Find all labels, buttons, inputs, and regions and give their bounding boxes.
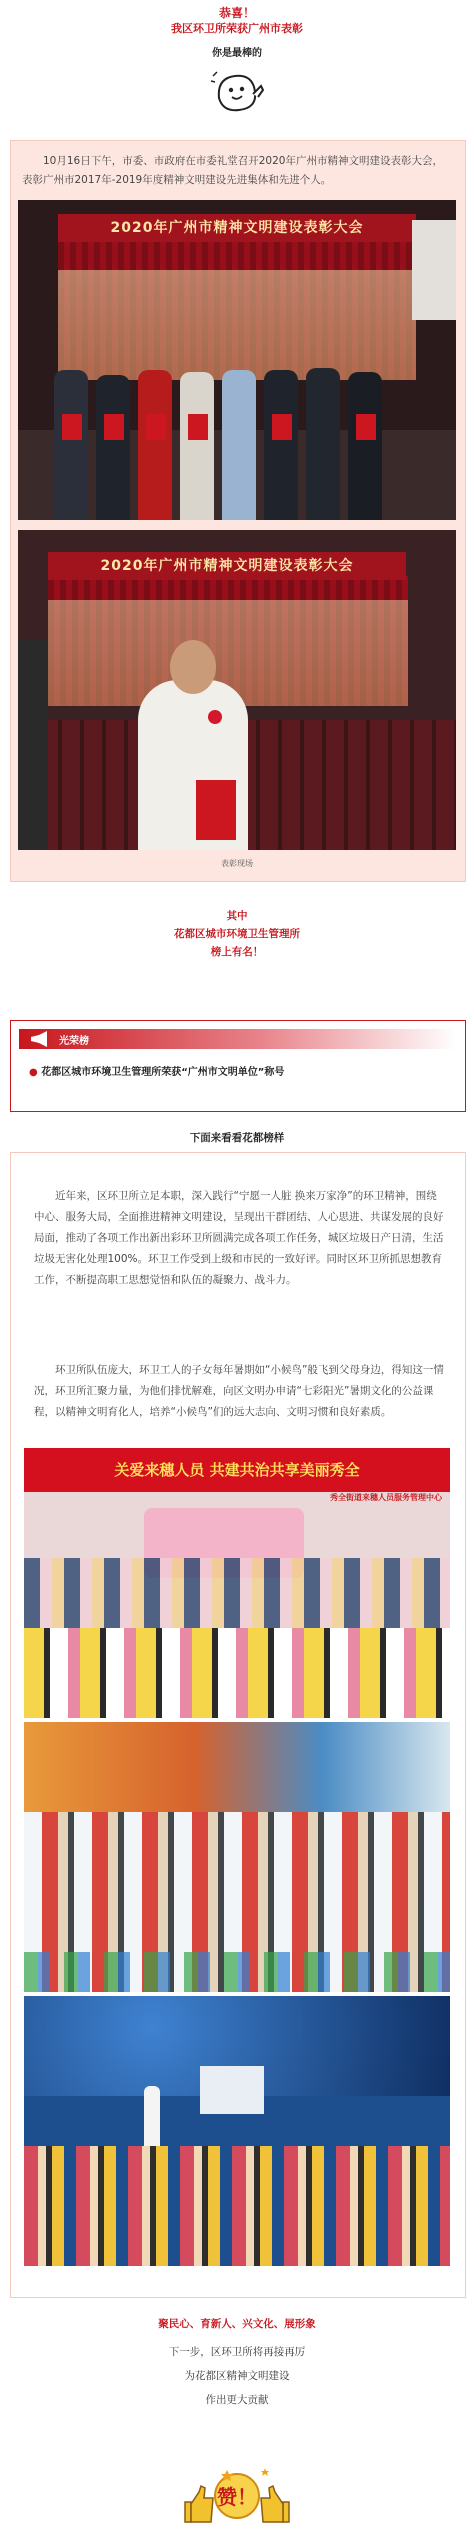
honor-board-header	[19, 1029, 457, 1049]
crowd-row-front	[24, 1628, 450, 1718]
attendee-figure	[348, 372, 382, 520]
children-activity-photo	[24, 1722, 450, 1992]
story-paragraph-1: 近年来，区环卫所立足本职，深入践行“宁愿一人脏 换来万家净”的环卫精神，围绕中心、服务大局，全面推进精神文明建设，呈现出干群团结、人心思进、共谋发展的良好局面，推动了各项工作出新出彩环卫所圆满完成各项工作任务，城区垃圾日产日清，生活垃圾无害化处理100%。环卫工作受到上级和市民的一致好评。同时区环卫所抓思想教育工作，不断提高职工思想觉悟和队伍的凝聚力、战斗力。	[34, 1190, 444, 1286]
attendee-figure	[96, 375, 130, 520]
megaphone-icon	[29, 1031, 51, 1047]
praise-badge-text: 赞！	[217, 2485, 257, 2509]
students-group	[24, 2146, 450, 2266]
attendee-figure	[222, 370, 256, 520]
closing-line4: 作出更大贡献	[205, 2394, 269, 2406]
certificate	[188, 414, 208, 440]
ceremony-banner: 2020年广州市精神文明建设表彰大会	[48, 552, 406, 580]
attendee-figure	[306, 368, 340, 520]
awardee-photo	[18, 530, 456, 850]
announce-line3: 榜上有名！	[210, 946, 264, 958]
attendee-figure	[138, 370, 172, 520]
certificate	[146, 414, 166, 440]
red-flower-badge	[208, 710, 222, 724]
small-chairs	[24, 1952, 450, 1992]
summer-class-photo	[24, 1448, 450, 1718]
closing-line2: 下一步，区环卫所将再接再厉	[168, 2346, 306, 2358]
closing-line3: 为花都区精神文明建设	[184, 2370, 290, 2382]
attendee-figure	[54, 370, 88, 520]
honor-board-tag: 光荣榜	[59, 1036, 89, 1047]
bullet-icon: ●	[29, 1067, 42, 1078]
event-banner: 关爱来穗人员 共建共治共享美丽秀全	[24, 1448, 450, 1492]
awardee-head	[170, 640, 216, 694]
honor-item-text: 花都区城市环境卫生管理所荣获“广州市文明单位”称号	[41, 1067, 285, 1078]
teacher-figure	[144, 2086, 160, 2146]
award-group-photo	[18, 200, 456, 520]
announce-line1: 其中	[226, 910, 248, 922]
bystander	[18, 640, 48, 850]
intro-paragraph: 10月16日下午，市委、市政府在市委礼堂召开2020年广州市精神文明建设表彰大会，表彰广州市2017年-2019年度精神文明建设先进集体和先进个人。	[22, 155, 443, 186]
praise-subtitle: 你是最棒的	[212, 48, 262, 59]
congrats-title: 恭喜！	[218, 6, 255, 20]
ceremony-banner: 2020年广州市精神文明建设表彰大会	[58, 214, 416, 242]
praise-badge-icon	[177, 2462, 297, 2532]
side-wall	[412, 220, 456, 320]
stage-backdrop	[58, 270, 416, 380]
photo-caption: 表彰现场	[221, 859, 253, 868]
honor-board	[10, 1020, 466, 1112]
crowd-row-back	[24, 1558, 450, 1628]
attendee-figure	[180, 372, 214, 520]
story-paragraph-2: 环卫所队伍庞大，环卫工人的子女每年暑期如“小候鸟”般飞到父母身边，得知这一情况，环卫所汇聚力量，为他们排忧解难，向区文明办申请“七彩阳光”暑期文化的公益课程，以精神文明育化人，培养“小候鸟”们的远大志向、文明习惯和良好素质。	[34, 1364, 444, 1418]
honor-item	[29, 1063, 284, 1078]
classroom-photo	[24, 1996, 450, 2266]
event-sub-banner: 秀全街道来穗人员服务管理中心	[330, 1493, 442, 1502]
certificate	[62, 414, 82, 440]
certificate	[356, 414, 376, 440]
closing-slogan: 聚民心、育新人、兴文化、展形象	[158, 2318, 316, 2330]
announce-line2: 花都区城市环境卫生管理所	[174, 928, 300, 940]
projector-screen	[200, 2066, 264, 2114]
thumbs-up-mascot-icon	[209, 64, 265, 120]
award-headline: 我区环卫所荣获广州市表彰	[171, 22, 303, 35]
certificate	[196, 780, 236, 840]
certificate	[272, 414, 292, 440]
certificate	[104, 414, 124, 440]
attendee-figure	[264, 370, 298, 520]
play-area-backdrop	[24, 1722, 450, 1812]
section-title: 下面来看看花都榜样	[189, 1132, 285, 1144]
